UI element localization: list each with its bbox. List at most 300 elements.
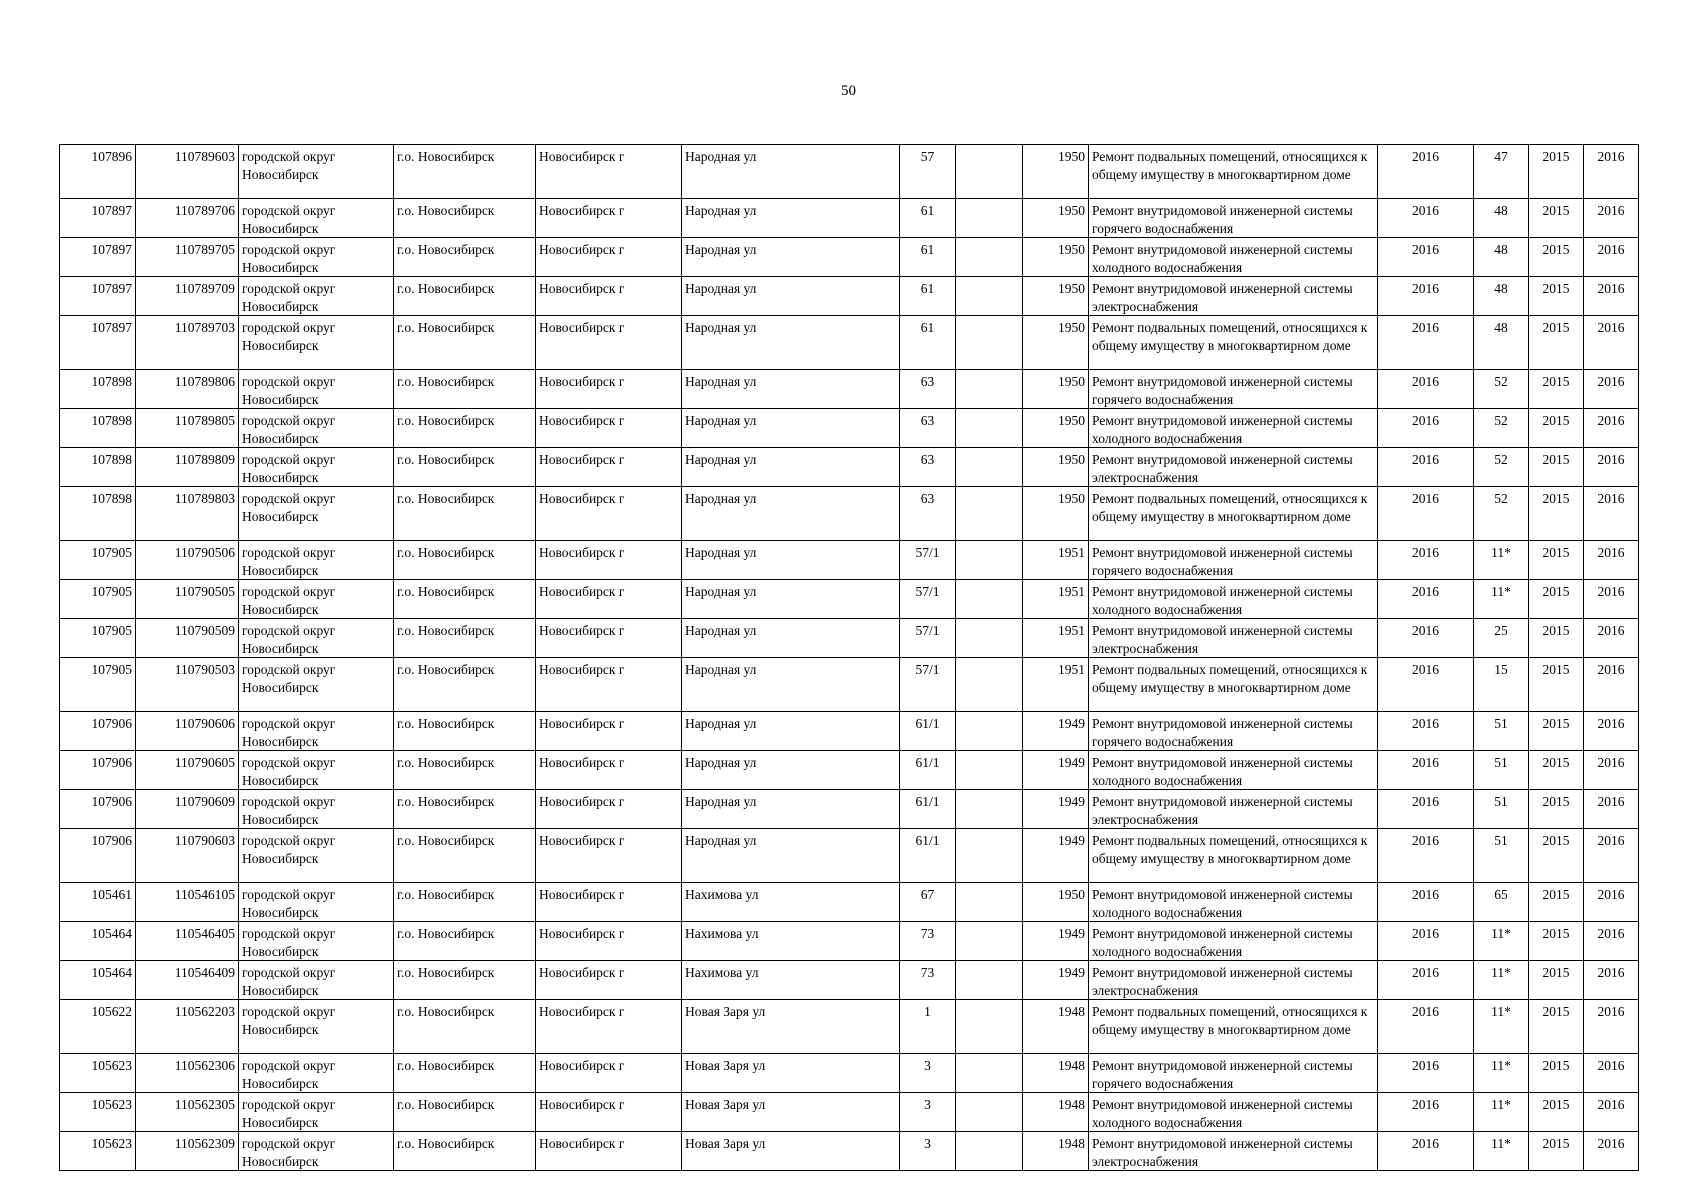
cell-end-year: 2016 [1584, 922, 1639, 961]
cell-plan-year: 2016 [1378, 238, 1474, 277]
cell-wear-percent: 11* [1474, 961, 1529, 1000]
table-row [60, 751, 1639, 790]
cell-house-id: 107898 [60, 487, 136, 541]
cell-work-type: Ремонт внутридомовой инженерной системы электроснабжения [1089, 1132, 1378, 1171]
cell-building [956, 619, 1023, 658]
cell-work-id: 110789805 [136, 409, 239, 448]
cell-house-number: 3 [900, 1093, 956, 1132]
table-row [60, 448, 1639, 487]
cell-build-year: 1949 [1023, 961, 1089, 1000]
cell-work-id: 110546409 [136, 961, 239, 1000]
cell-plan-year: 2016 [1378, 751, 1474, 790]
cell-end-year: 2016 [1584, 829, 1639, 883]
cell-house-id: 107897 [60, 316, 136, 370]
cell-end-year: 2016 [1584, 751, 1639, 790]
cell-municipality: городской округ Новосибирск [239, 1054, 394, 1093]
cell-house-number: 57/1 [900, 658, 956, 712]
cell-build-year: 1951 [1023, 658, 1089, 712]
cell-work-id: 110789603 [136, 145, 239, 199]
cell-start-year: 2015 [1529, 238, 1584, 277]
cell-building [956, 961, 1023, 1000]
cell-work-id: 110789706 [136, 199, 239, 238]
cell-house-id: 107906 [60, 712, 136, 751]
cell-locality: Новосибирск г [536, 1132, 682, 1171]
cell-wear-percent: 51 [1474, 829, 1529, 883]
cell-street: Народная ул [682, 829, 900, 883]
cell-build-year: 1951 [1023, 580, 1089, 619]
cell-house-number: 63 [900, 487, 956, 541]
cell-build-year: 1950 [1023, 316, 1089, 370]
cell-locality: Новосибирск г [536, 277, 682, 316]
cell-municipality: городской округ Новосибирск [239, 883, 394, 922]
cell-municipality: городской округ Новосибирск [239, 316, 394, 370]
cell-locality: Новосибирск г [536, 238, 682, 277]
cell-start-year: 2015 [1529, 1054, 1584, 1093]
cell-work-type: Ремонт подвальных помещений, относящихся к общему имуществу в многоквартирном доме [1089, 1000, 1378, 1054]
cell-locality: Новосибирск г [536, 541, 682, 580]
cell-build-year: 1949 [1023, 922, 1089, 961]
cell-building [956, 658, 1023, 712]
cell-work-id: 110790605 [136, 751, 239, 790]
cell-municipality: городской округ Новосибирск [239, 580, 394, 619]
cell-district: г.о. Новосибирск [394, 751, 536, 790]
cell-street: Народная ул [682, 370, 900, 409]
cell-house-id: 105623 [60, 1054, 136, 1093]
cell-plan-year: 2016 [1378, 316, 1474, 370]
cell-build-year: 1949 [1023, 751, 1089, 790]
cell-end-year: 2016 [1584, 487, 1639, 541]
cell-plan-year: 2016 [1378, 409, 1474, 448]
cell-work-type: Ремонт подвальных помещений, относящихся к общему имуществу в многоквартирном доме [1089, 145, 1378, 199]
cell-work-type: Ремонт подвальных помещений, относящихся к общему имуществу в многоквартирном доме [1089, 829, 1378, 883]
cell-street: Народная ул [682, 409, 900, 448]
cell-municipality: городской округ Новосибирск [239, 541, 394, 580]
cell-municipality: городской округ Новосибирск [239, 199, 394, 238]
cell-start-year: 2015 [1529, 1000, 1584, 1054]
cell-building [956, 238, 1023, 277]
cell-locality: Новосибирск г [536, 619, 682, 658]
table-row [60, 1054, 1639, 1093]
cell-build-year: 1950 [1023, 370, 1089, 409]
cell-municipality: городской округ Новосибирск [239, 922, 394, 961]
cell-locality: Новосибирск г [536, 580, 682, 619]
cell-locality: Новосибирск г [536, 487, 682, 541]
cell-work-id: 110790603 [136, 829, 239, 883]
cell-house-id: 105464 [60, 922, 136, 961]
cell-street: Народная ул [682, 712, 900, 751]
cell-street: Народная ул [682, 448, 900, 487]
cell-locality: Новосибирск г [536, 448, 682, 487]
cell-house-number: 61/1 [900, 751, 956, 790]
cell-building [956, 370, 1023, 409]
cell-wear-percent: 52 [1474, 370, 1529, 409]
table-row [60, 712, 1639, 751]
cell-district: г.о. Новосибирск [394, 1093, 536, 1132]
table-row [60, 541, 1639, 580]
cell-municipality: городской округ Новосибирск [239, 619, 394, 658]
cell-house-id: 107905 [60, 580, 136, 619]
table-row [60, 829, 1639, 883]
cell-house-id: 107898 [60, 409, 136, 448]
cell-house-number: 57 [900, 145, 956, 199]
cell-house-id: 107905 [60, 619, 136, 658]
cell-end-year: 2016 [1584, 712, 1639, 751]
cell-municipality: городской округ Новосибирск [239, 409, 394, 448]
cell-locality: Новосибирск г [536, 712, 682, 751]
cell-street: Народная ул [682, 751, 900, 790]
cell-start-year: 2015 [1529, 409, 1584, 448]
cell-building [956, 1054, 1023, 1093]
cell-start-year: 2015 [1529, 145, 1584, 199]
table-row [60, 199, 1639, 238]
cell-end-year: 2016 [1584, 658, 1639, 712]
cell-street: Народная ул [682, 790, 900, 829]
cell-plan-year: 2016 [1378, 712, 1474, 751]
cell-district: г.о. Новосибирск [394, 961, 536, 1000]
cell-house-number: 61 [900, 238, 956, 277]
cell-start-year: 2015 [1529, 316, 1584, 370]
cell-municipality: городской округ Новосибирск [239, 448, 394, 487]
cell-municipality: городской округ Новосибирск [239, 790, 394, 829]
cell-municipality: городской округ Новосибирск [239, 145, 394, 199]
cell-plan-year: 2016 [1378, 883, 1474, 922]
cell-work-type: Ремонт внутридомовой инженерной системы холодного водоснабжения [1089, 883, 1378, 922]
cell-house-number: 73 [900, 922, 956, 961]
cell-wear-percent: 11* [1474, 580, 1529, 619]
cell-locality: Новосибирск г [536, 790, 682, 829]
cell-house-id: 107905 [60, 658, 136, 712]
cell-house-number: 61/1 [900, 712, 956, 751]
cell-district: г.о. Новосибирск [394, 1054, 536, 1093]
cell-work-id: 110790509 [136, 619, 239, 658]
page-number: 50 [841, 83, 856, 99]
cell-plan-year: 2016 [1378, 1054, 1474, 1093]
cell-street: Народная ул [682, 619, 900, 658]
cell-municipality: городской округ Новосибирск [239, 238, 394, 277]
cell-district: г.о. Новосибирск [394, 238, 536, 277]
cell-work-type: Ремонт подвальных помещений, относящихся к общему имуществу в многоквартирном доме [1089, 487, 1378, 541]
cell-house-number: 63 [900, 409, 956, 448]
table-row [60, 1093, 1639, 1132]
cell-district: г.о. Новосибирск [394, 619, 536, 658]
cell-wear-percent: 48 [1474, 316, 1529, 370]
table-row [60, 961, 1639, 1000]
registry-rows [60, 145, 1639, 1171]
cell-municipality: городской округ Новосибирск [239, 277, 394, 316]
cell-start-year: 2015 [1529, 541, 1584, 580]
cell-plan-year: 2016 [1378, 961, 1474, 1000]
cell-building [956, 541, 1023, 580]
registry-table [59, 144, 1639, 1171]
cell-start-year: 2015 [1529, 922, 1584, 961]
cell-end-year: 2016 [1584, 961, 1639, 1000]
cell-end-year: 2016 [1584, 883, 1639, 922]
cell-municipality: городской округ Новосибирск [239, 961, 394, 1000]
cell-house-id: 107905 [60, 541, 136, 580]
cell-house-number: 57/1 [900, 619, 956, 658]
cell-district: г.о. Новосибирск [394, 277, 536, 316]
cell-building [956, 1093, 1023, 1132]
cell-street: Народная ул [682, 277, 900, 316]
cell-start-year: 2015 [1529, 487, 1584, 541]
table-row [60, 658, 1639, 712]
cell-district: г.о. Новосибирск [394, 316, 536, 370]
cell-district: г.о. Новосибирск [394, 409, 536, 448]
cell-locality: Новосибирск г [536, 370, 682, 409]
cell-building [956, 277, 1023, 316]
cell-house-number: 61 [900, 199, 956, 238]
cell-building [956, 1000, 1023, 1054]
cell-plan-year: 2016 [1378, 922, 1474, 961]
cell-work-id: 110546405 [136, 922, 239, 961]
cell-building [956, 751, 1023, 790]
cell-work-id: 110789703 [136, 316, 239, 370]
cell-municipality: городской округ Новосибирск [239, 751, 394, 790]
cell-work-id: 110790503 [136, 658, 239, 712]
cell-work-id: 110789709 [136, 277, 239, 316]
cell-end-year: 2016 [1584, 448, 1639, 487]
cell-wear-percent: 51 [1474, 751, 1529, 790]
cell-work-type: Ремонт внутридомовой инженерной системы горячего водоснабжения [1089, 370, 1378, 409]
cell-start-year: 2015 [1529, 883, 1584, 922]
table-row [60, 883, 1639, 922]
cell-district: г.о. Новосибирск [394, 1000, 536, 1054]
cell-end-year: 2016 [1584, 238, 1639, 277]
cell-work-id: 110562306 [136, 1054, 239, 1093]
cell-start-year: 2015 [1529, 961, 1584, 1000]
cell-start-year: 2015 [1529, 619, 1584, 658]
cell-build-year: 1948 [1023, 1000, 1089, 1054]
cell-end-year: 2016 [1584, 1054, 1639, 1093]
cell-district: г.о. Новосибирск [394, 883, 536, 922]
cell-end-year: 2016 [1584, 277, 1639, 316]
cell-municipality: городской округ Новосибирск [239, 1132, 394, 1171]
cell-plan-year: 2016 [1378, 790, 1474, 829]
cell-plan-year: 2016 [1378, 580, 1474, 619]
cell-wear-percent: 11* [1474, 922, 1529, 961]
cell-municipality: городской округ Новосибирск [239, 1000, 394, 1054]
cell-municipality: городской округ Новосибирск [239, 658, 394, 712]
cell-build-year: 1951 [1023, 541, 1089, 580]
cell-work-type: Ремонт внутридомовой инженерной системы холодного водоснабжения [1089, 238, 1378, 277]
cell-street: Новая Заря ул [682, 1132, 900, 1171]
cell-work-type: Ремонт внутридомовой инженерной системы холодного водоснабжения [1089, 751, 1378, 790]
cell-end-year: 2016 [1584, 316, 1639, 370]
cell-start-year: 2015 [1529, 712, 1584, 751]
cell-house-number: 1 [900, 1000, 956, 1054]
cell-house-number: 57/1 [900, 580, 956, 619]
cell-street: Нахимова ул [682, 961, 900, 1000]
cell-plan-year: 2016 [1378, 1000, 1474, 1054]
cell-plan-year: 2016 [1378, 370, 1474, 409]
cell-street: Народная ул [682, 658, 900, 712]
cell-house-number: 3 [900, 1054, 956, 1093]
cell-work-id: 110790606 [136, 712, 239, 751]
cell-house-id: 107906 [60, 790, 136, 829]
cell-street: Новая Заря ул [682, 1000, 900, 1054]
table-row [60, 922, 1639, 961]
cell-locality: Новосибирск г [536, 829, 682, 883]
cell-wear-percent: 11* [1474, 1132, 1529, 1171]
cell-build-year: 1951 [1023, 619, 1089, 658]
cell-plan-year: 2016 [1378, 277, 1474, 316]
table-row [60, 619, 1639, 658]
cell-work-id: 110562309 [136, 1132, 239, 1171]
cell-district: г.о. Новосибирск [394, 658, 536, 712]
cell-work-type: Ремонт подвальных помещений, относящихся к общему имуществу в многоквартирном доме [1089, 658, 1378, 712]
cell-work-type: Ремонт внутридомовой инженерной системы электроснабжения [1089, 277, 1378, 316]
cell-wear-percent: 11* [1474, 541, 1529, 580]
cell-house-id: 105464 [60, 961, 136, 1000]
cell-house-number: 3 [900, 1132, 956, 1171]
cell-start-year: 2015 [1529, 277, 1584, 316]
cell-wear-percent: 48 [1474, 277, 1529, 316]
cell-start-year: 2015 [1529, 1132, 1584, 1171]
cell-street: Народная ул [682, 316, 900, 370]
cell-plan-year: 2016 [1378, 619, 1474, 658]
cell-work-type: Ремонт внутридомовой инженерной системы горячего водоснабжения [1089, 541, 1378, 580]
cell-start-year: 2015 [1529, 448, 1584, 487]
cell-district: г.о. Новосибирск [394, 448, 536, 487]
cell-work-type: Ремонт внутридомовой инженерной системы холодного водоснабжения [1089, 922, 1378, 961]
cell-build-year: 1948 [1023, 1093, 1089, 1132]
cell-work-type: Ремонт внутридомовой инженерной системы электроснабжения [1089, 448, 1378, 487]
cell-work-id: 110790609 [136, 790, 239, 829]
cell-work-id: 110562203 [136, 1000, 239, 1054]
cell-end-year: 2016 [1584, 580, 1639, 619]
cell-locality: Новосибирск г [536, 1093, 682, 1132]
cell-plan-year: 2016 [1378, 1132, 1474, 1171]
cell-house-number: 61/1 [900, 790, 956, 829]
cell-wear-percent: 48 [1474, 238, 1529, 277]
cell-wear-percent: 52 [1474, 448, 1529, 487]
cell-house-id: 107898 [60, 370, 136, 409]
cell-work-type: Ремонт внутридомовой инженерной системы холодного водоснабжения [1089, 409, 1378, 448]
cell-house-id: 105461 [60, 883, 136, 922]
cell-street: Народная ул [682, 487, 900, 541]
cell-building [956, 316, 1023, 370]
cell-plan-year: 2016 [1378, 199, 1474, 238]
cell-work-type: Ремонт внутридомовой инженерной системы холодного водоснабжения [1089, 1093, 1378, 1132]
cell-end-year: 2016 [1584, 409, 1639, 448]
table-row [60, 1132, 1639, 1171]
cell-locality: Новосибирск г [536, 922, 682, 961]
cell-build-year: 1950 [1023, 277, 1089, 316]
cell-work-id: 110790506 [136, 541, 239, 580]
cell-start-year: 2015 [1529, 1093, 1584, 1132]
cell-district: г.о. Новосибирск [394, 580, 536, 619]
cell-work-type: Ремонт внутридомовой инженерной системы электроснабжения [1089, 961, 1378, 1000]
cell-locality: Новосибирск г [536, 316, 682, 370]
cell-locality: Новосибирск г [536, 1000, 682, 1054]
cell-end-year: 2016 [1584, 790, 1639, 829]
cell-build-year: 1948 [1023, 1132, 1089, 1171]
cell-end-year: 2016 [1584, 1132, 1639, 1171]
table-row [60, 487, 1639, 541]
cell-work-id: 110789809 [136, 448, 239, 487]
cell-wear-percent: 65 [1474, 883, 1529, 922]
cell-building [956, 829, 1023, 883]
cell-district: г.о. Новосибирск [394, 1132, 536, 1171]
cell-district: г.о. Новосибирск [394, 199, 536, 238]
cell-street: Новая Заря ул [682, 1054, 900, 1093]
cell-street: Народная ул [682, 145, 900, 199]
cell-building [956, 883, 1023, 922]
cell-wear-percent: 11* [1474, 1054, 1529, 1093]
cell-plan-year: 2016 [1378, 1093, 1474, 1132]
cell-house-number: 61 [900, 277, 956, 316]
cell-plan-year: 2016 [1378, 448, 1474, 487]
cell-street: Народная ул [682, 238, 900, 277]
cell-build-year: 1950 [1023, 448, 1089, 487]
cell-district: г.о. Новосибирск [394, 145, 536, 199]
cell-start-year: 2015 [1529, 370, 1584, 409]
cell-plan-year: 2016 [1378, 145, 1474, 199]
cell-house-number: 63 [900, 370, 956, 409]
cell-house-id: 107897 [60, 277, 136, 316]
cell-wear-percent: 51 [1474, 712, 1529, 751]
cell-street: Народная ул [682, 580, 900, 619]
cell-work-id: 110562305 [136, 1093, 239, 1132]
cell-end-year: 2016 [1584, 199, 1639, 238]
cell-municipality: городской округ Новосибирск [239, 1093, 394, 1132]
cell-house-number: 61/1 [900, 829, 956, 883]
cell-house-id: 107896 [60, 145, 136, 199]
cell-end-year: 2016 [1584, 1093, 1639, 1132]
cell-plan-year: 2016 [1378, 829, 1474, 883]
cell-start-year: 2015 [1529, 658, 1584, 712]
cell-build-year: 1950 [1023, 238, 1089, 277]
cell-municipality: городской округ Новосибирск [239, 829, 394, 883]
cell-wear-percent: 15 [1474, 658, 1529, 712]
cell-district: г.о. Новосибирск [394, 541, 536, 580]
cell-locality: Новосибирск г [536, 409, 682, 448]
cell-building [956, 448, 1023, 487]
cell-end-year: 2016 [1584, 370, 1639, 409]
cell-end-year: 2016 [1584, 1000, 1639, 1054]
cell-street: Нахимова ул [682, 883, 900, 922]
table-row [60, 580, 1639, 619]
cell-plan-year: 2016 [1378, 487, 1474, 541]
table-row [60, 316, 1639, 370]
table-row [60, 790, 1639, 829]
cell-build-year: 1949 [1023, 712, 1089, 751]
table-row [60, 370, 1639, 409]
cell-end-year: 2016 [1584, 541, 1639, 580]
cell-build-year: 1949 [1023, 790, 1089, 829]
cell-work-type: Ремонт внутридомовой инженерной системы горячего водоснабжения [1089, 712, 1378, 751]
table-row [60, 277, 1639, 316]
cell-work-type: Ремонт внутридомовой инженерной системы электроснабжения [1089, 619, 1378, 658]
cell-locality: Новосибирск г [536, 751, 682, 790]
cell-build-year: 1950 [1023, 883, 1089, 922]
cell-house-id: 105622 [60, 1000, 136, 1054]
cell-work-type: Ремонт подвальных помещений, относящихся к общему имуществу в многоквартирном доме [1089, 316, 1378, 370]
cell-house-number: 61 [900, 316, 956, 370]
cell-work-type: Ремонт внутридомовой инженерной системы холодного водоснабжения [1089, 580, 1378, 619]
cell-building [956, 409, 1023, 448]
cell-house-id: 107897 [60, 199, 136, 238]
table-row [60, 409, 1639, 448]
cell-end-year: 2016 [1584, 619, 1639, 658]
cell-street: Народная ул [682, 199, 900, 238]
cell-work-id: 110789705 [136, 238, 239, 277]
cell-house-number: 67 [900, 883, 956, 922]
cell-street: Новая Заря ул [682, 1093, 900, 1132]
cell-house-id: 107906 [60, 751, 136, 790]
cell-house-id: 107897 [60, 238, 136, 277]
cell-wear-percent: 51 [1474, 790, 1529, 829]
